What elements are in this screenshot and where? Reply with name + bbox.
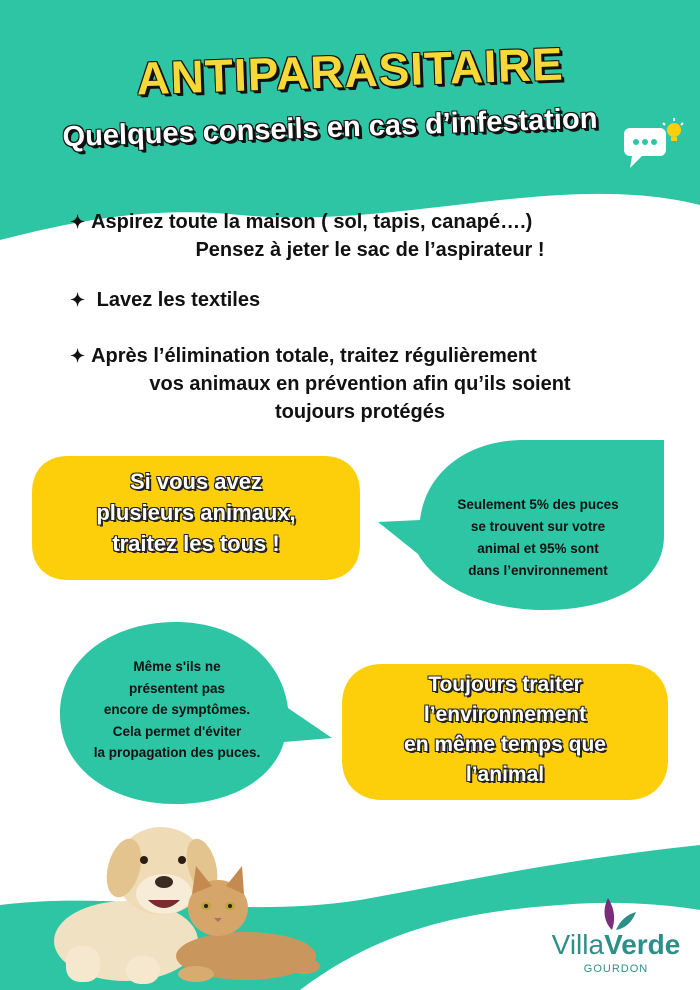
tip-vacuum-line2: Pensez à jeter le sac de l’aspirateur ! <box>195 239 545 261</box>
sparkle-icon: ✦ <box>70 290 86 310</box>
tip-vacuum <box>70 208 650 264</box>
bubble-environment-line4: l’animal <box>465 763 545 786</box>
bubble-fleas-stat-line4: dans l’environnement <box>468 563 608 578</box>
bubble-environment-line1: Toujours traiter <box>428 673 582 696</box>
tip-textiles-line1: Lavez les textiles <box>96 289 261 311</box>
tip-prevention-line3: toujours protégés <box>274 401 445 423</box>
page-title: ANTIPARASITAIRE <box>135 37 565 105</box>
bubble-fleas-stat-line3: animal et 95% sont <box>477 541 599 556</box>
sparkle-icon: ✦ <box>70 212 86 232</box>
villa-verde-leaf-icon <box>590 894 640 934</box>
bubble-no-symptoms-line5: la propagation des puces. <box>93 745 261 760</box>
bubble-fleas-stat-line1: Seulement 5% des puces <box>457 497 619 512</box>
bubble-several-animals <box>40 466 352 559</box>
tip-textiles <box>70 286 650 314</box>
tip-prevention-line1: Après l’élimination totale, traitez régulièrement <box>91 345 537 367</box>
villa-verde-logo <box>546 930 686 960</box>
logo-name-part2: Verde <box>604 929 681 960</box>
bubble-environment <box>346 670 664 790</box>
bubble-no-symptoms-line1: Même s'ils ne <box>133 659 221 674</box>
logo-name-part1: Villa <box>551 929 605 960</box>
bubble-no-symptoms-line3: encore de symptômes. <box>103 702 251 717</box>
bubble-several-animals-line3: traitez les tous ! <box>112 531 280 556</box>
tip-prevention <box>70 342 650 426</box>
bubble-no-symptoms-line2: présentent pas <box>128 680 226 696</box>
bubble-several-animals-line2: plusieurs animaux, <box>96 500 296 525</box>
dog-and-cat-illustration <box>36 816 326 986</box>
bubble-fleas-stat <box>424 494 652 582</box>
bubble-no-symptoms <box>66 656 288 764</box>
bubble-environment-line3: en même temps que <box>404 733 606 756</box>
bubble-environment-line2: l’environnement <box>423 703 587 726</box>
tip-prevention-line2: vos animaux en prévention afin qu’ils soient <box>149 373 571 395</box>
logo-city: GOURDON <box>583 963 649 975</box>
bubble-several-animals-line1: Si vous avez <box>129 469 263 494</box>
bubble-fleas-stat-line2: se trouvent sur votre <box>470 519 606 534</box>
bubble-no-symptoms-line4: Cela permet d'éviter <box>112 723 242 739</box>
tip-vacuum-line1: Aspirez toute la maison ( sol, tapis, canapé….) <box>91 211 533 233</box>
sparkle-icon: ✦ <box>70 346 86 366</box>
page-subtitle: Quelques conseils en cas d’infestation <box>62 102 598 154</box>
